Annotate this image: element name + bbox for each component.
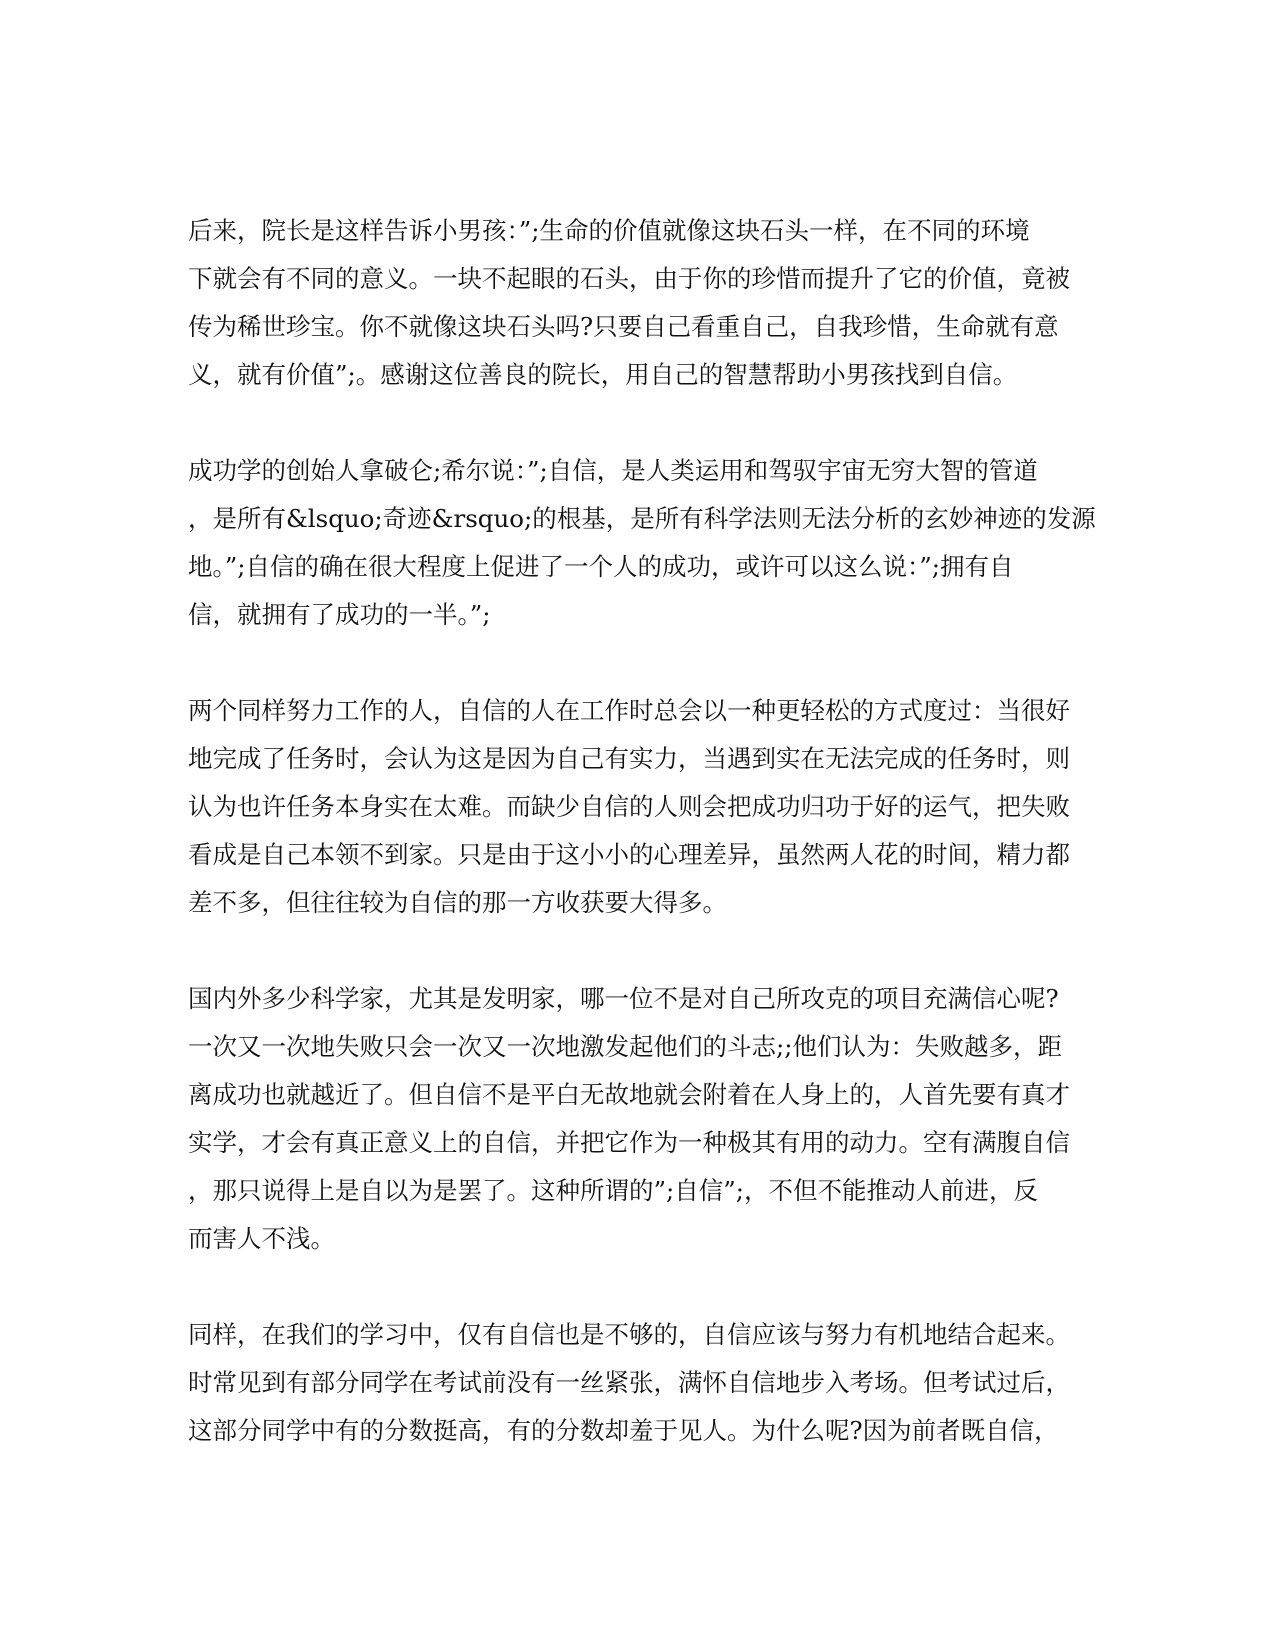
- paragraph-5: [188, 1311, 1088, 1455]
- text-line: 这部分同学中有的分数挺高，有的分数却羞于见人。为什么呢?因为前者既自信，: [188, 1416, 1059, 1445]
- paragraph-2: [188, 447, 1096, 639]
- document-body: [188, 207, 1096, 1503]
- text-line: 义，就有价值”;。感谢这位善良的院长，用自己的智慧帮助小男孩找到自信。: [188, 360, 1018, 389]
- text-line: 看成是自己本领不到家。只是由于这小小的心理差异，虽然两人花的时间，精力都: [188, 840, 1070, 869]
- text-line: 信，就拥有了成功的一半。”;: [188, 600, 491, 629]
- text-line: ，那只说得上是自以为是罢了。这种所谓的”;自信”;，不但不能推动人前进，反: [188, 1176, 1039, 1205]
- text-line: ，是所有&lsquo;奇迹&rsquo;的根基，是所有科学法则无法分析的玄妙神迹的发源: [188, 504, 1096, 533]
- text-line: 地。”;自信的确在很大程度上促进了一个人的成功，或许可以这么说：”;拥有自: [188, 552, 1014, 581]
- paragraph-1: [188, 207, 1088, 399]
- text-line: 实学，才会有真正意义上的自信，并把它作为一种极其有用的动力。空有满腹自信: [188, 1128, 1070, 1157]
- text-line: 后来，院长是这样告诉小男孩：”;生命的价值就像这块石头一样，在不同的环境: [188, 216, 1030, 245]
- text-line: 认为也许任务本身实在太难。而缺少自信的人则会把成功归功于好的运气，把失败: [188, 792, 1070, 821]
- text-line: 一次又一次地失败只会一次又一次地激发起他们的斗志;;他们认为：失败越多，距: [188, 1032, 1063, 1061]
- text-line: 成功学的创始人拿破仑;希尔说：”;自信，是人类运用和驾驭宇宙无穷大智的管道: [188, 456, 1038, 485]
- text-line: 下就会有不同的意义。一块不起眼的石头，由于你的珍惜而提升了它的价值，竟被: [188, 264, 1070, 293]
- text-line: 传为稀世珍宝。你不就像这块石头吗?只要自己看重自己，自我珍惜，生命就有意: [188, 312, 1059, 341]
- text-line: 离成功也就越近了。但自信不是平白无故地就会附着在人身上的，人首先要有真才: [188, 1080, 1070, 1109]
- text-line: 两个同样努力工作的人，自信的人在工作时总会以一种更轻松的方式度过：当很好: [188, 696, 1070, 725]
- text-line: 时常见到有部分同学在考试前没有一丝紧张，满怀自信地步入考场。但考试过后，: [188, 1368, 1070, 1397]
- paragraph-3: [188, 687, 1088, 927]
- text-line: 而害人不浅。: [188, 1224, 335, 1253]
- paragraph-4: [188, 975, 1088, 1263]
- text-line: 差不多，但往往较为自信的那一方收获要大得多。: [188, 888, 727, 917]
- text-line: 地完成了任务时，会认为这是因为自己有实力，当遇到实在无法完成的任务时，则: [188, 744, 1070, 773]
- text-line: 同样，在我们的学习中，仅有自信也是不够的，自信应该与努力有机地结合起来。: [188, 1320, 1070, 1349]
- text-line: 国内外多少科学家，尤其是发明家，哪一位不是对自己所攻克的项目充满信心呢?: [188, 984, 1059, 1013]
